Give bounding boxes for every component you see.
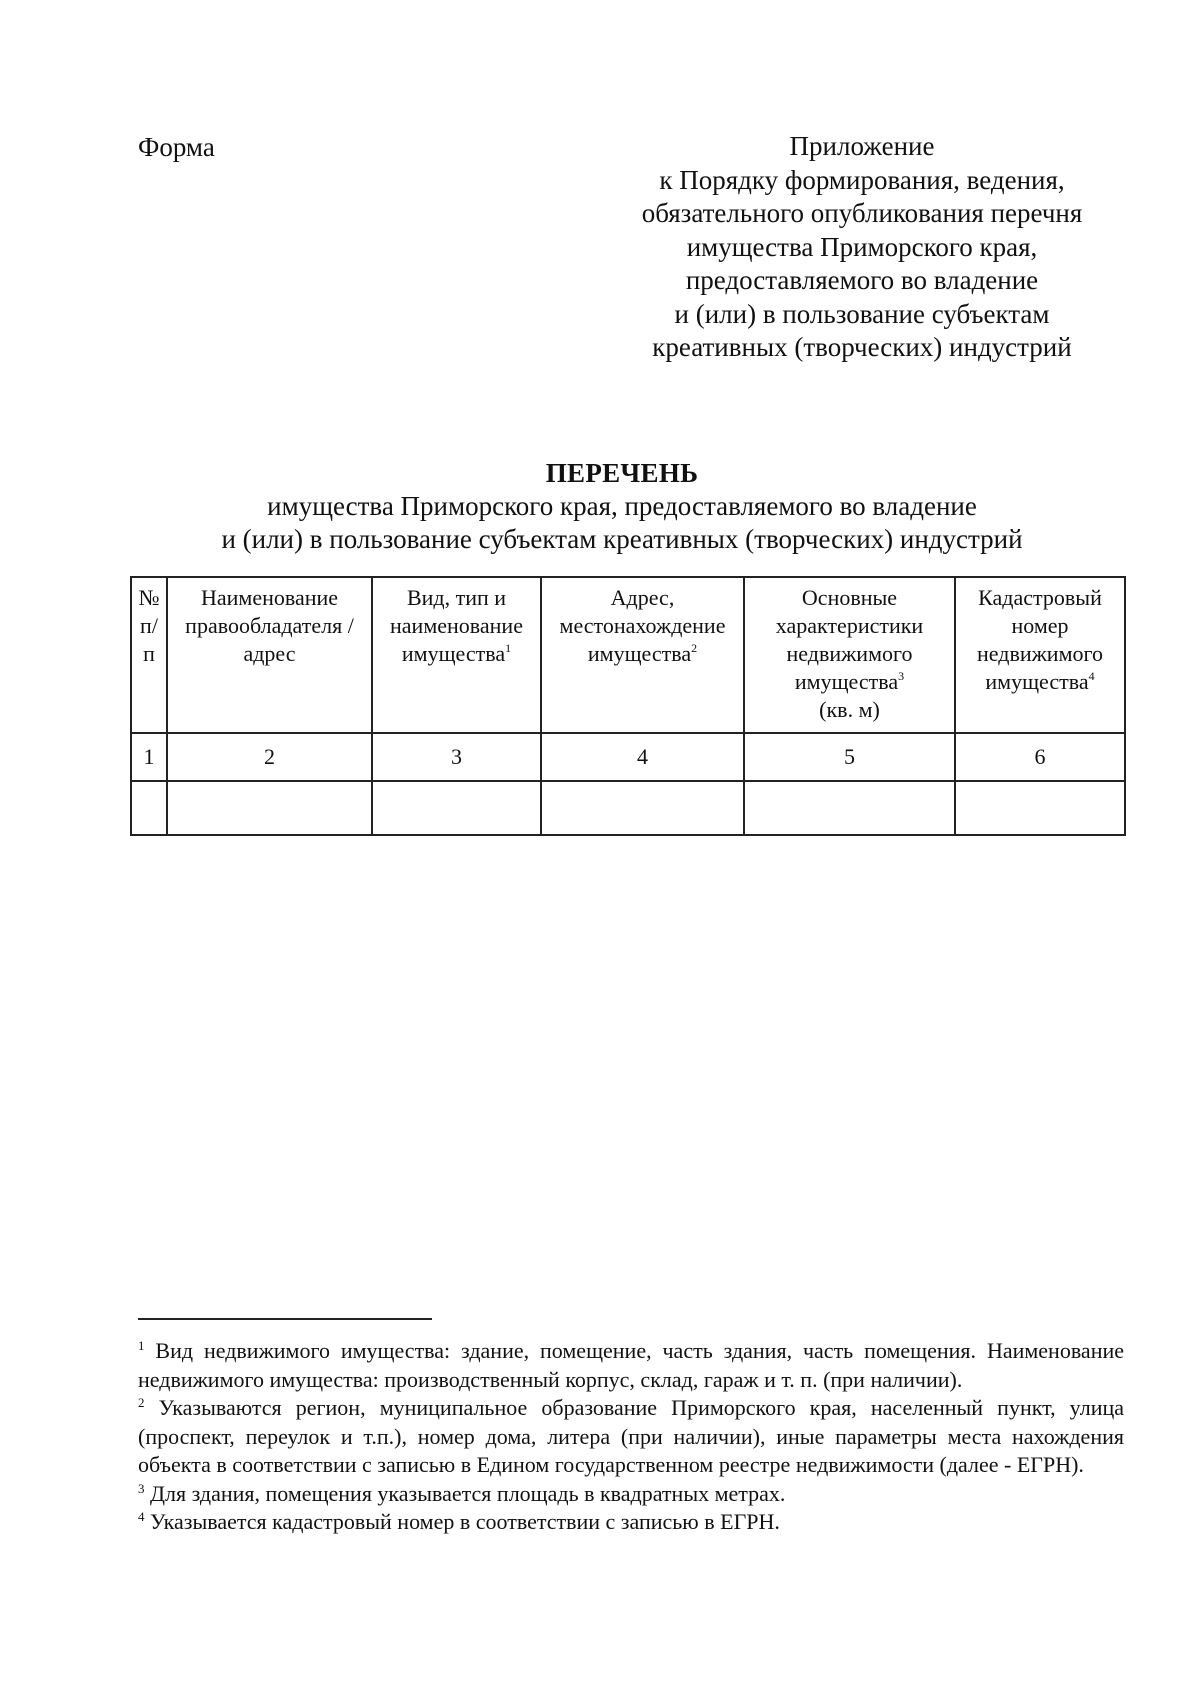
footnotes <box>138 1337 1124 1537</box>
footnote-ref: 3 <box>898 669 905 683</box>
column-header-cadastral-number: Кадастровый номер недвижимого имущества$^4$ <box>955 577 1125 733</box>
empty-cell <box>372 781 541 835</box>
column-number-cell: 1 <box>131 733 167 781</box>
appendix-block <box>600 130 1124 365</box>
column-number-cell: 6 <box>955 733 1125 781</box>
footnote-text: Указываются регион, муниципальное образование Приморского края, населенный пункт, улица (проспект, переулок и т.п.), номер дома, литера (при наличии), иные параметры места нахождения объекта в соответствии с записью в Едином государственном реестре недвижимости (далее - ЕГРН). <box>138 1395 1125 1477</box>
empty-cell <box>167 781 372 835</box>
column-header-rightholder: Наименование правообладателя / адрес <box>167 577 372 733</box>
footnote-separator <box>138 1318 432 1320</box>
column-header-characteristics: Основные характеристики недвижимого имущества$^3$ (кв. м) <box>744 577 955 733</box>
empty-cell <box>541 781 744 835</box>
footnote-item <box>138 1394 1124 1480</box>
column-header-address: Адрес, местонахождение имущества$^2$ <box>541 577 744 733</box>
appendix-line: и (или) в пользование субъектам <box>674 298 1050 329</box>
column-header-number: № п/ п <box>131 577 167 733</box>
footnote-text: Указывается кадастровый номер в соответствии с записью в ЕГРН. <box>150 1509 780 1534</box>
footnote-mark: 2 <box>138 1395 145 1410</box>
document-subtitle-line: и (или) в пользование субъектам креативных (творческих) индустрий <box>221 524 1023 554</box>
empty-cell <box>955 781 1125 835</box>
column-number-cell: 4 <box>541 733 744 781</box>
appendix-line: имущества Приморского края, <box>686 231 1038 262</box>
footnote-ref: 1 <box>505 641 512 655</box>
appendix-line: к Порядку формирования, ведения, <box>659 164 1065 195</box>
table-row <box>131 781 1125 835</box>
form-label: Форма <box>138 132 215 162</box>
document-title: ПЕРЕЧЕНЬ <box>545 458 699 488</box>
appendix-line: обязательного опубликования перечня <box>641 198 1083 228</box>
empty-cell <box>131 781 167 835</box>
document-subtitle-line: имущества Приморского края, предоставляемого во владение <box>267 491 977 521</box>
appendix-line: предоставляемого во владение <box>685 265 1039 295</box>
footnote-item <box>138 1337 1124 1394</box>
appendix-line: Приложение <box>789 131 935 161</box>
footnote-item <box>138 1480 1124 1509</box>
column-number-cell: 3 <box>372 733 541 781</box>
footnote-mark: 4 <box>138 1509 145 1524</box>
column-number-cell: 2 <box>167 733 372 781</box>
column-number-row <box>131 733 1125 781</box>
footnote-ref: 2 <box>691 641 698 655</box>
footnote-mark: 3 <box>138 1480 145 1496</box>
document-title-block <box>120 456 1124 556</box>
property-register-table <box>130 576 1126 836</box>
footnote-text: Вид недвижимого имущества: здание, помещение, часть здания, часть помещения. Наименование недвижимого имущества: производственный корпус, склад, гараж и т. п. (при наличии). <box>138 1338 1124 1392</box>
footnote-mark: 1 <box>138 1338 145 1353</box>
footnote-text: Для здания, помещения указывается площадь в квадратных метрах. <box>150 1480 786 1506</box>
column-header-property-type: Вид, тип и наименование имущества$^1$ <box>372 577 541 733</box>
empty-cell <box>744 781 955 835</box>
footnote-item <box>138 1508 1124 1537</box>
table-header-row <box>131 577 1125 733</box>
column-number-cell: 5 <box>744 733 955 781</box>
footnote-ref: 4 <box>1088 669 1095 683</box>
appendix-line: креативных (творческих) индустрий <box>652 332 1072 362</box>
